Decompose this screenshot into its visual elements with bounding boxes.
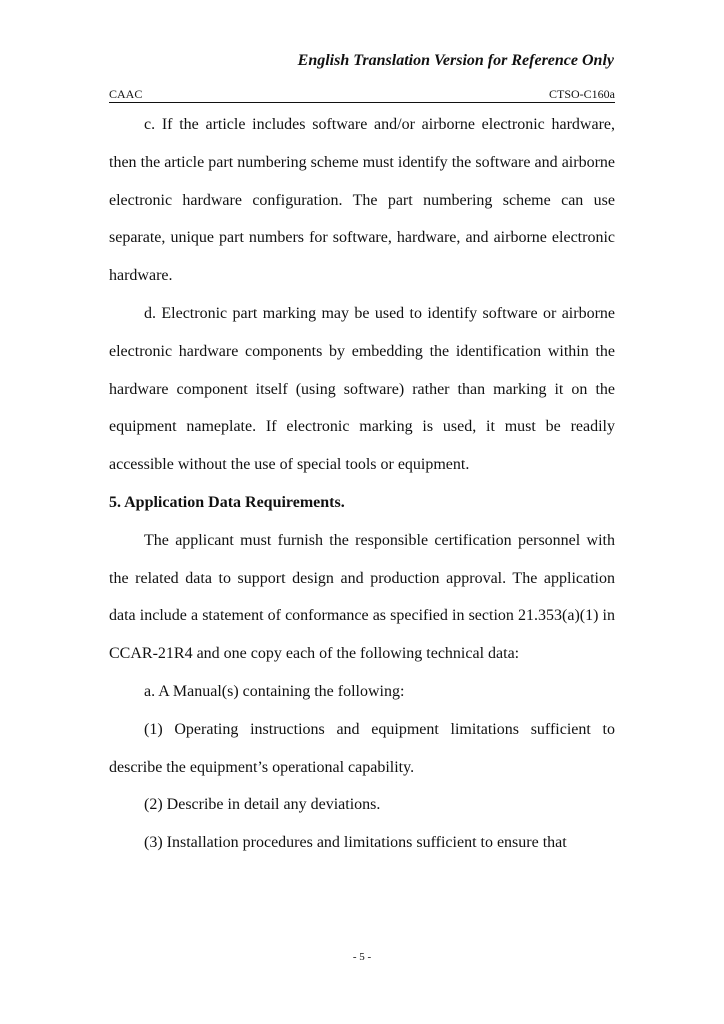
paragraph-a2: (2) Describe in detail any deviations. xyxy=(144,796,381,814)
body-text xyxy=(109,106,615,862)
translation-banner: English Translation Version for Reference Only xyxy=(297,52,614,69)
paragraph-a: a. A Manual(s) containing the following: xyxy=(144,682,405,700)
header-doc-id: CTSO-C160a xyxy=(549,87,615,101)
paragraph-a1: (1) Operating instructions and equipment limitations sufficient to describe the equipment’s operational capability. xyxy=(109,720,615,776)
paragraph-a3: (3) Installation procedures and limitations sufficient to ensure that xyxy=(144,834,567,852)
page-number: - 5 - xyxy=(352,951,372,963)
header-org: CAAC xyxy=(109,87,143,101)
paragraph-d: d. Electronic part marking may be used to identify software or airborne electronic hardware components by embedding the identification within the hardware component itself (using software) rather than marking it on the equipment nameplate. If electronic marking is used, it must be readily accessible without the use of special tools or equipment. xyxy=(109,304,615,474)
paragraph-c: c. If the article includes software and/or airborne electronic hardware, then the article part numbering scheme must identify the software and airborne electronic hardware configuration. The part numbering scheme can use separate, unique part numbers for software, hardware, and airborne electronic hardware. xyxy=(109,116,615,285)
paragraph-intro: The applicant must furnish the responsible certification personnel with the related data to support design and production approval. The application data include a statement of conformance as specified in section 21.353(a)(1) in CCAR-21R4 and one copy each of the following technical data: xyxy=(109,531,615,663)
section-heading: 5. Application Data Requirements. xyxy=(109,493,345,511)
running-header xyxy=(109,87,615,103)
